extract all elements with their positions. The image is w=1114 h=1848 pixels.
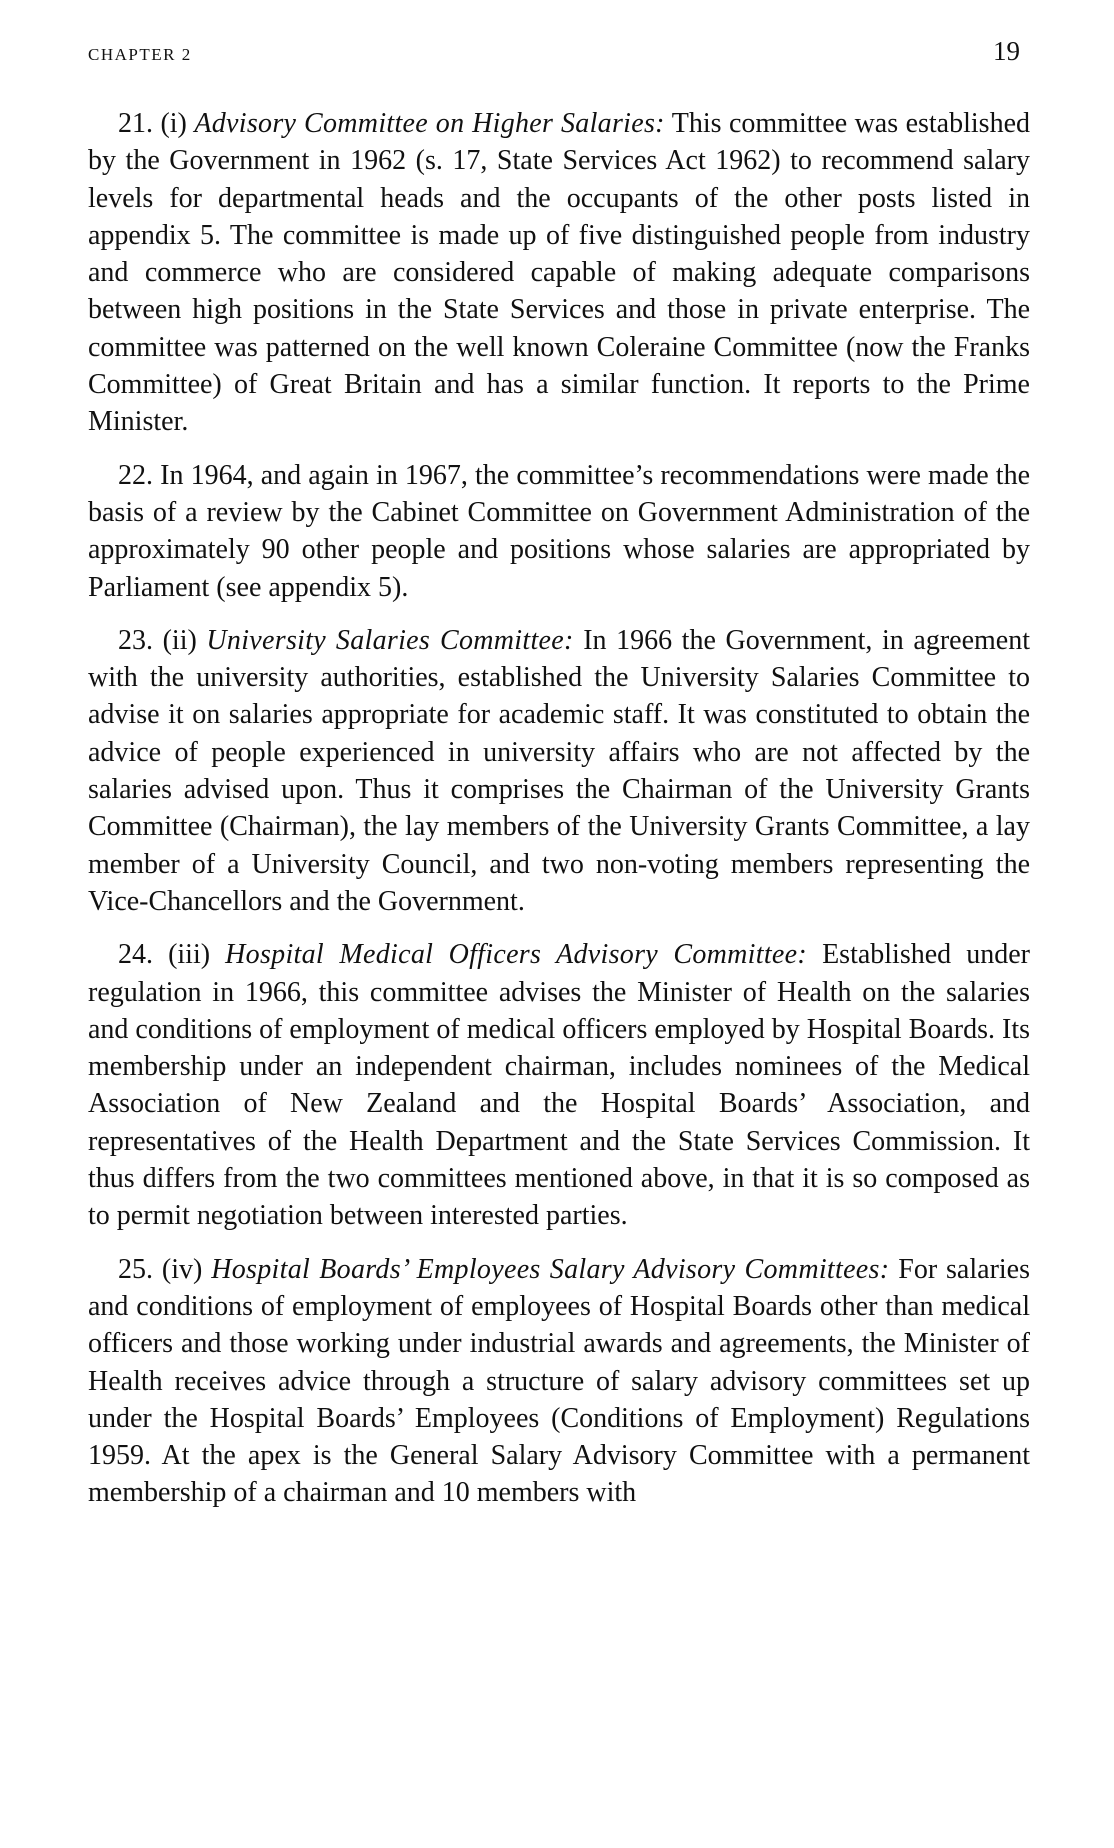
page-number: 19 [993, 36, 1020, 66]
paragraph-number: 22. [118, 459, 161, 491]
paragraph-23 [88, 622, 1030, 920]
committee-colon: : [879, 1253, 890, 1285]
paragraph-number: 24. (iii) [118, 939, 226, 971]
paragraph-21 [88, 105, 1030, 441]
paragraph-body: This committee was established by the Government in 1962 (s. 17, State Services Act 1962) to recommend salary levels for departmental heads and the occupants of the other posts listed in appendix 5. The committee is made up of five distinguished people from industry and commerce who are considered capable of making adequate comparisons between high positions in the State Services and those in private enterprise. The committee was patterned on the well known Coleraine Committee (now the Franks Committee) of Great Britain and has a similar function. It reports to the Prime Minister. [88, 108, 1030, 438]
committee-name: University Salaries Committee [206, 624, 564, 656]
chapter-title: CHAPTER 2 [88, 45, 192, 64]
paragraph-number: 23. (ii) [118, 624, 207, 656]
committee-name: Advisory Committee on Higher Salaries [194, 108, 656, 139]
committee-colon: : [563, 624, 574, 656]
committee-name: Hospital Boards’ Employees Salary Advisory Committees [211, 1253, 880, 1285]
paragraph-24 [88, 936, 1030, 1234]
committee-colon: : [655, 108, 665, 139]
committee-colon: : [797, 939, 807, 971]
paragraph-number: 25. (iv) [118, 1253, 212, 1285]
paragraph-body: In 1964, and again in 1967, the committee’s recommendations were made the basis of a review by the Cabinet Committee on Government Administration of the approximately 90 other people and positions whose salaries are appropriated by Parliament (see appendix 5). [88, 459, 1030, 603]
paragraph-number: 21. (i) [118, 108, 195, 139]
paragraph-25 [88, 1251, 1030, 1512]
paragraph-22 [88, 457, 1030, 606]
committee-name: Hospital Medical Officers Advisory Committee [225, 939, 798, 971]
running-head [88, 36, 1020, 72]
paragraph-body: In 1966 the Government, in agreement with the university authorities, established the University Salaries Committee to advise it on salaries appropriate for academic staff. It was constituted to obtain the advice of people experienced in university affairs who are not affected by the salaries advised upon. Thus it comprises the Chairman of the University Grants Committee (Chairman), the lay members of the University Grants Committee, a lay member of a University Council, and two non-voting members representing the Vice-Chancellors and the Government. [88, 624, 1030, 917]
paragraph-body: Established under regulation in 1966, this committee advises the Minister of Health on the salaries and conditions of employment of medical officers employed by Hospital Boards. Its membership under an independent chairman, includes nominees of the Medical Association of New Zealand and the Hospital Boards’ Association, and representatives of the Health Department and the State Services Commission. It thus differs from the two committees mentioned above, in that it is so composed as to permit negotiation between interested parties. [88, 939, 1030, 1232]
page-text [88, 105, 1030, 1512]
paragraph-body: For salaries and conditions of employment of employees of Hospital Boards other than medical officers and those working under industrial awards and agreements, the Minister of Health receives advice through a structure of salary advisory committees set up under the Hospital Boards’ Employees (Conditions of Employment) Regulations 1959. At the apex is the General Salary Advisory Committee with a permanent membership of a chairman and 10 members with [88, 1253, 1030, 1509]
